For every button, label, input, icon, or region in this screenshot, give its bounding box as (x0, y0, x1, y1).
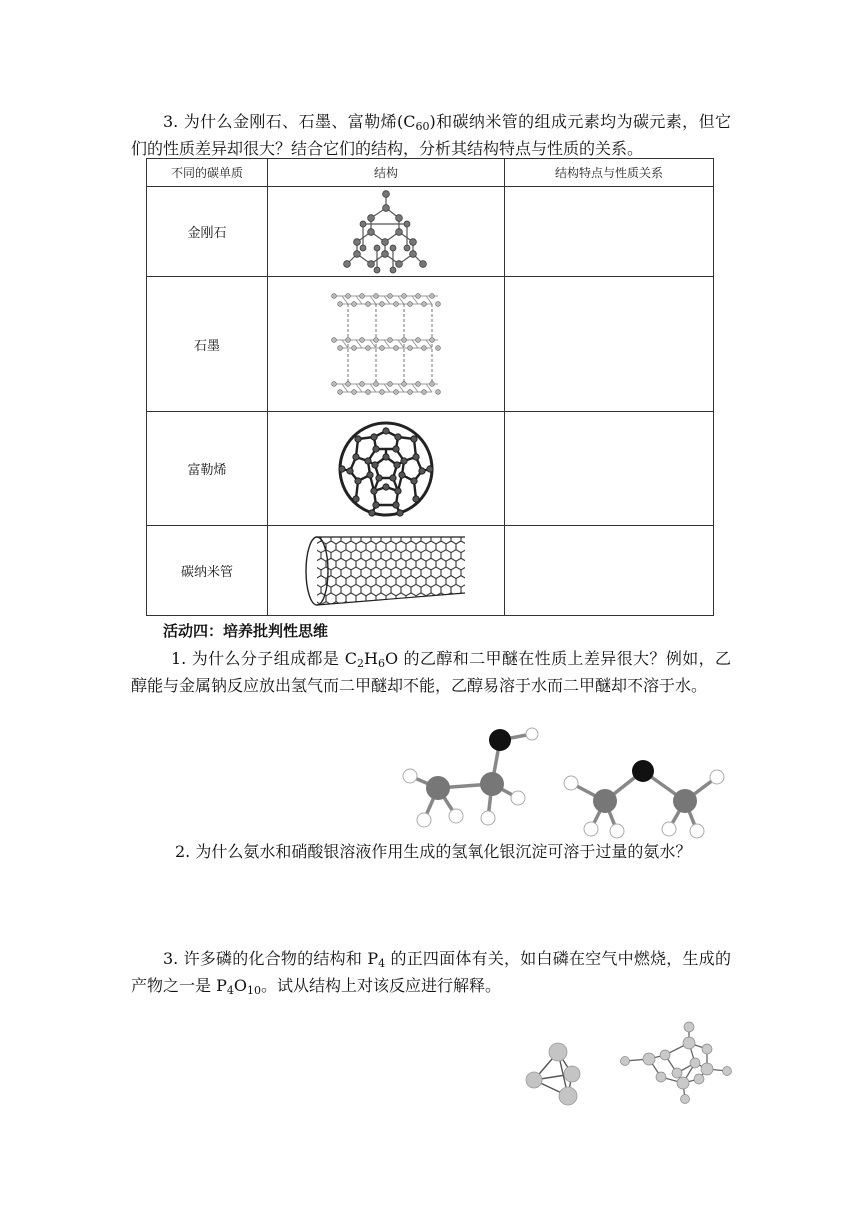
activity4-heading: 活动四：培养批判性思维 (163, 622, 329, 640)
diamond-structure-icon (268, 187, 505, 277)
q1-sub-1: 2 (357, 657, 364, 670)
header-allotrope: 不同的碳单质 (147, 159, 268, 187)
q1-text-b: H (364, 649, 378, 668)
fullerene-structure-icon (268, 412, 505, 526)
row-relation (505, 277, 714, 412)
p4-tetrahedron-icon (520, 1038, 590, 1108)
activity4-q2: 2. 为什么氨水和硝酸银溶液作用生成的氢氧化银沉淀可溶于过量的氨水？ (175, 842, 692, 861)
activity4-q3 (131, 945, 731, 999)
table-row-fullerene (147, 412, 714, 526)
q3b-text-a: 3. 许多磷的化合物的结构和 P (163, 949, 379, 968)
row-name: 富勒烯 (147, 412, 268, 526)
q3-sub-60: 60 (415, 120, 430, 133)
q1-text-a: 1. 为什么分子组成都是 C (171, 649, 357, 668)
q3b-sub-3: 10 (246, 984, 261, 997)
row-name: 金刚石 (147, 187, 268, 277)
table-row-graphite (147, 277, 714, 412)
q3b-text-d: 。试从结构上对该反应进行解释。 (260, 976, 501, 995)
row-relation (505, 412, 714, 526)
q3b-text-b: 的正四面体有关，如白磷在空气中燃烧，生成的产物之一是 P (131, 949, 731, 995)
table-header-row (147, 159, 714, 187)
carbon-allotrope-table (146, 158, 714, 616)
row-name: 碳纳米管 (147, 526, 268, 616)
row-name: 石墨 (147, 277, 268, 412)
dimethyl-ether-model-icon (555, 755, 735, 845)
q3-intro (131, 108, 731, 162)
nanotube-structure-icon (268, 526, 505, 616)
q1-sub-2: 6 (377, 657, 385, 670)
p4o10-model-icon (615, 1015, 740, 1110)
ethanol-model-icon (392, 720, 552, 840)
graphite-structure-icon (268, 277, 505, 412)
q1-text-c: O 的乙醇和二甲醚在性质上差异很大？例如，乙醇能与金属钠反应放出氢气而二甲醚却不能，乙醇易溶于水而二甲醚却不溶于水。 (131, 649, 731, 695)
q3b-text-c: O (233, 976, 247, 995)
table-row-diamond (147, 187, 714, 277)
q3b-sub-2: 4 (226, 984, 234, 997)
activity4-q1 (131, 645, 731, 699)
q3-intro-text-2: )和碳纳米管的组成元素均为碳元素，但它们的性质差异却很大？结合它们的结构，分析其结构特点与性质的关系。 (131, 112, 731, 158)
q3b-sub-1: 4 (378, 957, 386, 970)
header-structure: 结构 (268, 159, 505, 187)
row-relation (505, 526, 714, 616)
q3-intro-text-1: 3. 为什么金刚石、石墨、富勒烯(C (163, 112, 416, 131)
table-row-nanotube (147, 526, 714, 616)
header-relation: 结构特点与性质关系 (505, 159, 714, 187)
row-relation (505, 187, 714, 277)
